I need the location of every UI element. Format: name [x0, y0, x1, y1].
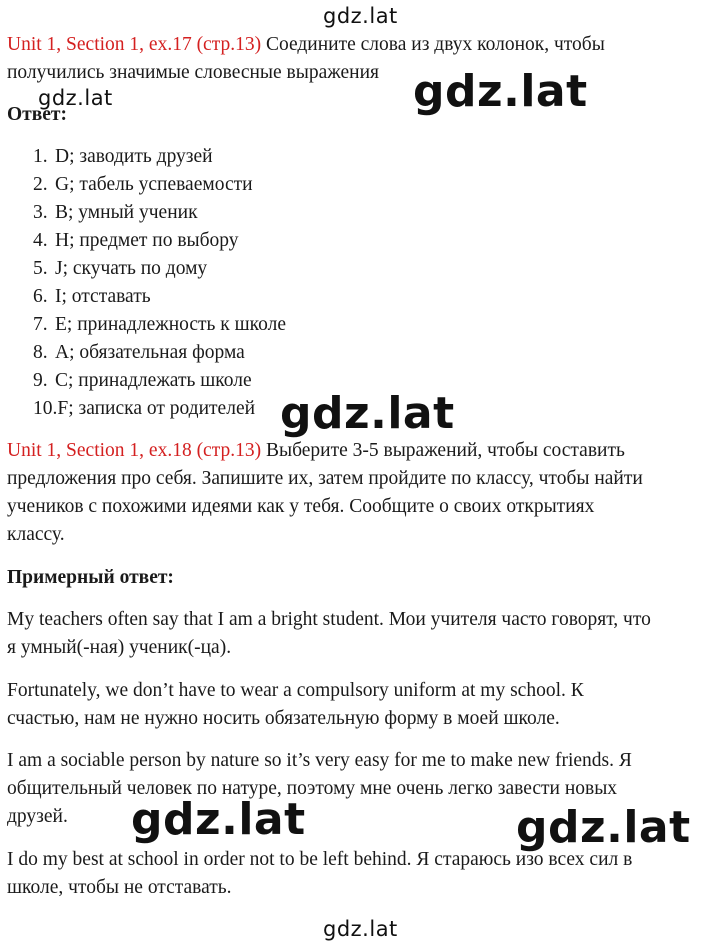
list-item — [33, 283, 286, 311]
list-item-text: G; табель успеваемости — [55, 174, 253, 195]
list-item — [33, 255, 286, 283]
ex18-paragraph-3-line3: друзей. — [7, 806, 68, 827]
list-item-number: 6. — [33, 286, 48, 307]
list-item-text: B; умный ученик — [55, 202, 198, 223]
ex18-paragraph-1-line2: я умный(-ная) ученик(-ца). — [7, 637, 232, 658]
ex18-task-line2: предложения про себя. Запишите их, затем пройдите по классу, чтобы найти — [7, 468, 643, 489]
list-item — [33, 311, 286, 339]
list-item-number: 4. — [33, 230, 48, 251]
ex18-paragraph-3-line2: общительный человек по натуре, поэтому мне очень легко завести новых — [7, 778, 618, 799]
watermark-big-lower-left: gdz.lat — [131, 794, 306, 845]
ex18-paragraph-1-line1: My teachers often say that I am a bright student. Мои учителя часто говорят, что — [7, 609, 651, 630]
list-item-number: 7. — [33, 314, 48, 335]
ex17-answer-list — [33, 143, 286, 423]
ex18-paragraph-3-line1: I am a sociable person by nature so it’s very easy for me to make new friends. Я — [7, 750, 632, 771]
list-item — [33, 227, 286, 255]
ex17-reference: Unit 1, Section 1, ex.17 (стр.13) — [7, 34, 262, 55]
ex18-paragraph-2-line1: Fortunately, we don’t have to wear a compulsory uniform at my school. К — [7, 680, 584, 701]
list-item-number: 9. — [33, 370, 48, 391]
watermark-big-lower-right: gdz.lat — [516, 802, 691, 853]
list-item-text: F; записка от родителей — [57, 398, 256, 419]
list-item-number: 1. — [33, 146, 48, 167]
list-item — [33, 395, 286, 423]
list-item — [33, 339, 286, 367]
ex18-reference: Unit 1, Section 1, ex.18 (стр.13) — [7, 440, 262, 461]
ex17-task-line2: получились значимые словесные выражения — [7, 62, 379, 83]
list-item-number: 2. — [33, 174, 48, 195]
watermark-bottom: gdz.lat — [323, 917, 398, 941]
list-item-text: I; отставать — [55, 286, 151, 307]
list-item-number: 5. — [33, 258, 48, 279]
ex17-task — [7, 31, 605, 59]
list-item-text: E; принадлежность к школе — [55, 314, 287, 335]
watermark-top: gdz.lat — [323, 4, 398, 28]
ex18-task-line4: классу. — [7, 524, 65, 545]
ex18-task-line3: учеников с похожими идеями как у тебя. Сообщите о своих открытиях — [7, 496, 595, 517]
list-item-text: C; принадлежать школе — [55, 370, 252, 391]
list-item-number: 10. — [33, 398, 58, 419]
ex18-paragraph-4-line1: I do my best at school in order not to be left behind. Я стараюсь изо всех сил в — [7, 849, 633, 870]
ex18-task-line1: Выберите 3-5 выражений, чтобы составить — [261, 440, 625, 461]
list-item — [33, 199, 286, 227]
list-item-text: H; предмет по выбору — [55, 230, 239, 251]
ex18-paragraph-2-line2: счастью, нам не нужно носить обязательную форму в моей школе. — [7, 708, 560, 729]
list-item-number: 8. — [33, 342, 48, 363]
list-item — [33, 171, 286, 199]
watermark-big-center: gdz.lat — [280, 388, 455, 439]
list-item — [33, 367, 286, 395]
list-item-text: D; заводить друзей — [55, 146, 213, 167]
list-item — [33, 143, 286, 171]
ex17-task-line1: Соедините слова из двух колонок, чтобы — [261, 34, 605, 55]
watermark-left: gdz.lat — [38, 86, 113, 110]
watermark-big-right: gdz.lat — [413, 66, 588, 117]
list-item-text: J; скучать по дому — [55, 258, 208, 279]
ex18-paragraph-4-line2: школе, чтобы не отставать. — [7, 877, 232, 898]
list-item-number: 3. — [33, 202, 48, 223]
list-item-text: A; обязательная форма — [55, 342, 245, 363]
ex18-answer-heading: Примерный ответ: — [7, 567, 174, 588]
ex17-answer-heading: Ответ: — [7, 104, 68, 125]
ex18-task — [7, 437, 625, 465]
